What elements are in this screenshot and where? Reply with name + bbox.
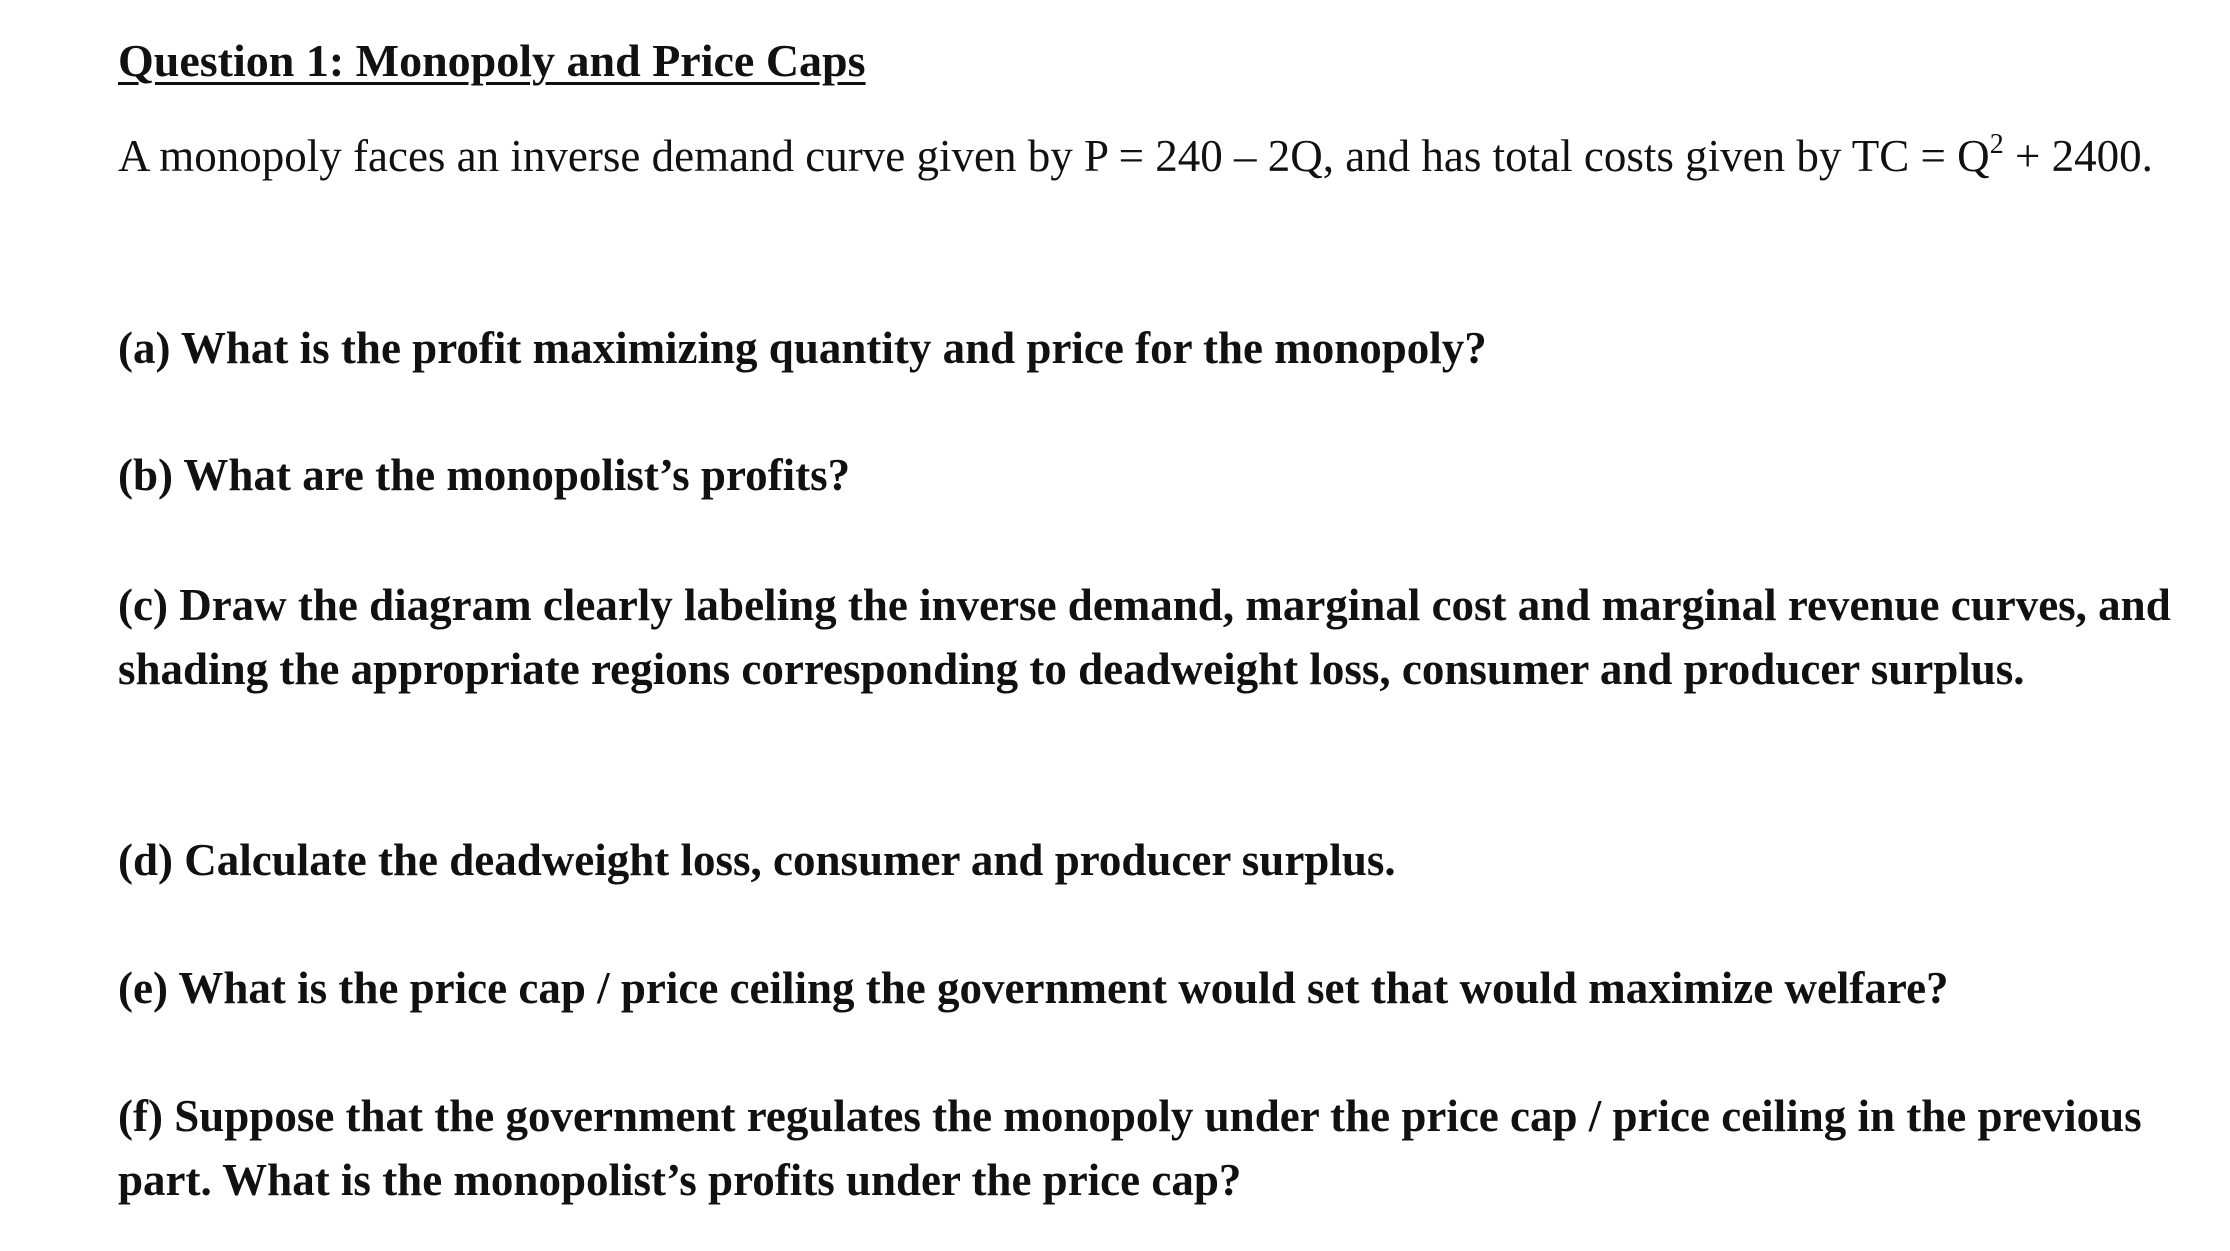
question-part-c: (c) Draw the diagram clearly labeling the inverse demand, marginal cost and marginal revenue curves, and shading the appropriate regions corresponding to deadweight loss, consumer and producer surplus. — [118, 580, 2171, 694]
question-title: Question 1: Monopoly and Price Caps — [118, 35, 866, 86]
exponent-superscript: 2 — [1989, 129, 2004, 160]
question-part-a: (a) What is the profit maximizing quantity and price for the monopoly? — [118, 323, 1487, 373]
problem-statement-text: A monopoly faces an inverse demand curve given by P = 240 – 2Q, and has total costs given by TC = Q — [118, 131, 1990, 181]
question-part-b: (b) What are the monopolist’s profits? — [118, 450, 851, 500]
question-part-d: (d) Calculate the deadweight loss, consumer and producer surplus. — [118, 835, 1396, 885]
question-part-e: (e) What is the price cap / price ceiling the government would set that would maximize welfare? — [118, 963, 1949, 1013]
problem-statement — [118, 124, 2178, 188]
question-part-f: (f) Suppose that the government regulates the monopoly under the price cap / price ceiling in the previous part. What is the monopolist’s profits under the price cap? — [118, 1091, 2142, 1205]
problem-statement-text-end: + 2400. — [2003, 131, 2153, 181]
